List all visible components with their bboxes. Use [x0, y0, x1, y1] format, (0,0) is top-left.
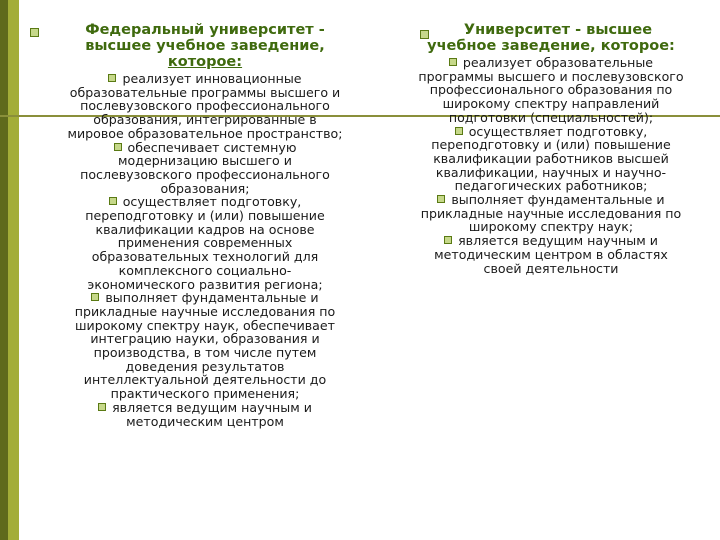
list-item-text: осуществляет подготовку, переподготовку и (или) повышение квалификации работников высшей квалификации, научных и научно-педагогических работников; — [431, 123, 671, 194]
list-item — [62, 72, 348, 141]
right-heading — [406, 22, 696, 54]
list-item-text: выполняет фундаментальные и прикладные научные исследования по широкому спектру наук; — [420, 192, 682, 235]
square-bullet-icon — [114, 143, 122, 151]
list-item — [406, 56, 696, 125]
list-item-text: выполняет фундаментальные и прикладные научные исследования по широкому спектру наук, обеспечивает интеграцию науки, образования и производства, в том числе путем доведения результатов интеллектуальной деятельности до практического применения; — [74, 290, 336, 402]
square-bullet-icon — [108, 74, 116, 82]
list-item — [62, 401, 348, 428]
left-heading — [62, 22, 348, 70]
list-item — [406, 193, 696, 234]
square-bullet-icon — [455, 127, 463, 135]
list-item-text: является ведущим научным и методическим центром — [112, 399, 312, 429]
list-item-text: обеспечивает системную модернизацию высшего и послевузовского профессионального образования; — [80, 139, 330, 196]
sidebar-bar-dark — [0, 0, 8, 540]
list-item-text: реализует образовательные программы высшего и послевузовского профессионального образования по широкому спектру направлений подготовки (специальностей); — [418, 55, 684, 125]
list-item — [62, 141, 348, 196]
left-heading-line: высшее учебное заведение, — [85, 38, 325, 54]
square-bullet-icon — [109, 197, 117, 205]
list-item-text: осуществляет подготовку, переподготовку и (или) повышение квалификации кадров на основе применения современных образовательных технологий для комплексного социально-экономического развития региона; — [85, 194, 325, 292]
left-heading-line: Федеральный университет - — [85, 22, 325, 38]
right-heading-line: Университет - высшее — [463, 22, 653, 38]
right-heading-line: учебное заведение, которое: — [427, 38, 675, 54]
list-item-text: реализует инновационные образовательные программы высшего и послевузовского профессионального образования, интегрированные в мировое образовательное пространство; — [67, 71, 343, 141]
square-bullet-icon — [98, 403, 106, 411]
list-item — [62, 195, 348, 291]
square-bullet-icon — [444, 236, 452, 244]
square-bullet-icon — [449, 58, 457, 66]
right-column — [406, 22, 696, 275]
list-item — [62, 291, 348, 401]
square-bullet-icon — [437, 195, 445, 203]
list-item-text: является ведущим научным и методическим центром в областях своей деятельности — [434, 233, 668, 276]
list-item — [406, 125, 696, 194]
list-item — [406, 234, 696, 275]
sidebar-bar-light — [8, 0, 19, 540]
left-heading-line: которое: — [167, 54, 243, 70]
square-bullet-icon — [91, 293, 99, 301]
square-bullet-icon — [30, 28, 39, 37]
left-column — [62, 22, 348, 428]
